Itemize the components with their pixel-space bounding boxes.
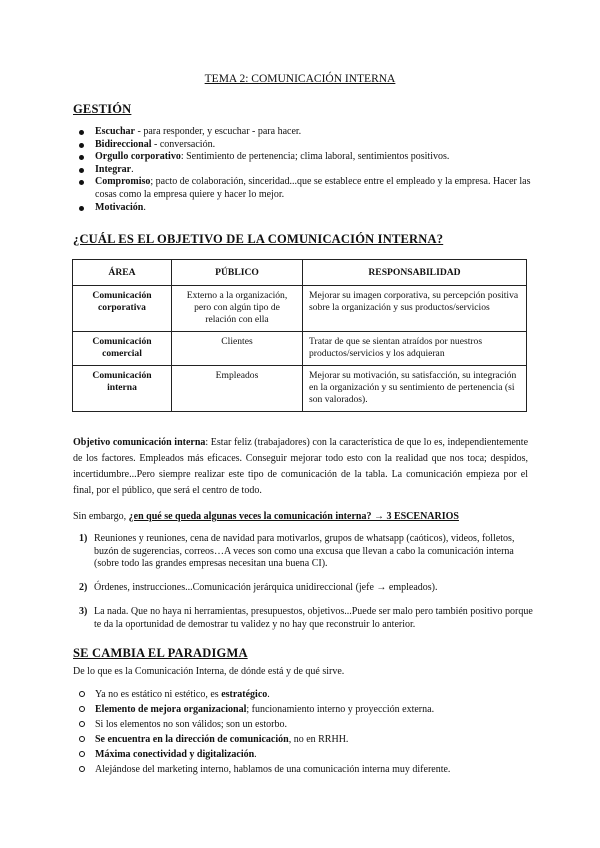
list-item	[73, 151, 533, 164]
list-item	[73, 176, 533, 201]
paragraph-text: : Estar feliz (trabajadores) con la característica de que lo es, independientemente de los factores. Empleados más eficaces. Conseguir mejorar todo esto con la realidad que nos toca; despidos, incertidumbre...Pero siempre realizar este tipo de comunicación de la tabla. La comunicación empieza por el final, por el público, que será el centro de todo.	[73, 437, 529, 496]
bullet-icon	[79, 143, 84, 148]
scenarios-lead: Sin embargo,	[73, 511, 129, 522]
list-item-text: ; pacto de colaboración, sinceridad...que se establece entre el empleado y la empresa. Hacer las cosas como la empresa quiere y hacer lo mejor.	[95, 176, 531, 200]
bullet-icon	[79, 168, 84, 173]
heading-objetivo: ¿CUÁL ES EL OBJETIVO DE LA COMUNICACIÓN INTERNA?	[73, 232, 444, 246]
table-cell: Comunicación comercial	[73, 332, 172, 366]
bullet-icon	[79, 130, 84, 135]
column-header: PÚBLICO	[172, 260, 303, 286]
responsibility-table	[72, 259, 527, 412]
numbered-item	[73, 606, 533, 631]
list-item-term: Compromiso	[95, 176, 151, 188]
bullet-icon	[79, 155, 84, 160]
table-row	[73, 286, 527, 332]
list-item-text: Si los elementos no son válidos; son un estorbo.	[95, 719, 287, 730]
list-item-text: : Sentimiento de pertenencia; clima laboral, sentimientos positivos.	[180, 151, 450, 163]
bullet-icon	[79, 766, 85, 772]
item-number: 3)	[79, 606, 88, 617]
list-item	[73, 139, 533, 152]
list-item-term: Escuchar	[95, 126, 135, 137]
list-item-term: Máxima conectividad y digitalización	[95, 749, 255, 760]
bullet-icon	[79, 706, 85, 712]
list-item-text: - para responder, y escuchar - para hacer.	[135, 126, 302, 137]
numbered-item	[73, 582, 533, 595]
list-item-text: .	[254, 749, 257, 760]
list-item-term: Bidireccional	[95, 138, 152, 150]
paragraph-term: Objetivo comunicación interna	[73, 437, 206, 448]
list-item-text: Alejándose del marketing interno, hablamos de una comunicación interna muy diferente.	[95, 764, 451, 775]
list-item-term: Integrar	[95, 163, 132, 175]
table-cell: Comunicación interna	[73, 366, 172, 412]
document-title: TEMA 2: COMUNICACIÓN INTERNA	[204, 73, 396, 85]
list-item	[73, 687, 533, 702]
table-cell: Comunicación corporativa	[73, 286, 172, 332]
list-item-text: Ya no es estático ni estético, es	[95, 689, 222, 700]
list-item	[73, 202, 533, 215]
list-item	[73, 717, 533, 732]
item-text: Órdenes, instrucciones...Comunicación jerárquica unidireccional (jefe → empleados).	[94, 582, 438, 593]
bullet-icon	[79, 721, 85, 727]
table-cell: Mejorar su motivación, su satisfacción, su integración en la organización y su sentimiento de pertenencia (si son valorados).	[303, 366, 527, 412]
list-item	[73, 164, 533, 177]
heading-gestion: GESTIÓN	[73, 102, 132, 116]
item-text: La nada. Que no haya ni herramientas, presupuestos, objetivos...Puede ser malo pero también positivo porque te da la oportunidad de demostrar tu validez y no hay que reconstruir lo anterior.	[94, 606, 533, 630]
item-number: 1)	[79, 533, 88, 544]
bullet-icon	[79, 691, 85, 697]
list-item	[73, 747, 533, 762]
list-item-text: ; funcionamiento interno y proyección externa.	[246, 704, 435, 715]
objective-paragraph	[73, 435, 528, 499]
list-item	[73, 762, 533, 777]
paradigma-intro: De lo que es la Comunicación Interna, de dónde está y de qué sirve.	[73, 666, 345, 677]
table-cell: Externo a la organización, pero con algún tipo de relación con ella	[172, 286, 303, 332]
list-item	[73, 702, 533, 717]
list-item-term: Se encuentra en la dirección de comunicación	[95, 734, 289, 745]
list-item	[73, 126, 533, 139]
table-cell: Clientes	[172, 332, 303, 366]
table-cell: Empleados	[172, 366, 303, 412]
list-item-term: Motivación	[95, 201, 144, 213]
scenarios-question: ¿en qué se queda algunas veces la comunicación interna? → 3 ESCENARIOS	[128, 511, 459, 522]
table-cell: Mejorar su imagen corporativa, su percepción positiva sobre la organización y sus productos/servicios	[303, 286, 527, 332]
bullet-icon	[79, 206, 84, 211]
list-item-term: Elemento de mejora organizacional	[95, 704, 247, 715]
list-item-text: , no en RRHH.	[288, 734, 349, 745]
list-item-text: .	[143, 201, 146, 213]
list-item	[73, 732, 533, 747]
list-item-term: Orgullo corporativo	[95, 151, 181, 163]
paradigma-list	[73, 687, 533, 777]
heading-paradigma: SE CAMBIA EL PARADIGMA	[73, 646, 248, 660]
column-header: RESPONSABILIDAD	[303, 260, 527, 286]
item-number: 2)	[79, 582, 88, 593]
scenarios-intro	[73, 510, 533, 523]
bullet-icon	[79, 180, 84, 185]
numbered-item	[73, 533, 533, 571]
list-item-text: .	[267, 689, 270, 700]
bullet-icon	[79, 736, 85, 742]
list-item-term: estratégico	[221, 689, 268, 700]
table-row	[73, 332, 527, 366]
table-row	[73, 366, 527, 412]
bullet-icon	[79, 751, 85, 757]
table-header-row	[73, 260, 527, 286]
item-text: Reuniones y reuniones, cena de navidad para motivarlos, grupos de whatsapp (caóticos), videos, folletos, buzón de sugerencias, correos…A veces son como una excusa que llevan a cabo la comunicación interna (sobre todo las grandes empresas necesitan una buena CI).	[94, 533, 515, 570]
gestion-list	[73, 126, 533, 214]
list-item-text: .	[131, 163, 134, 175]
column-header: ÁREA	[73, 260, 172, 286]
list-item-text: - conversación.	[151, 138, 216, 150]
table-cell: Tratar de que se sientan atraídos por nuestros productos/servicios y los adquieran	[303, 332, 527, 366]
